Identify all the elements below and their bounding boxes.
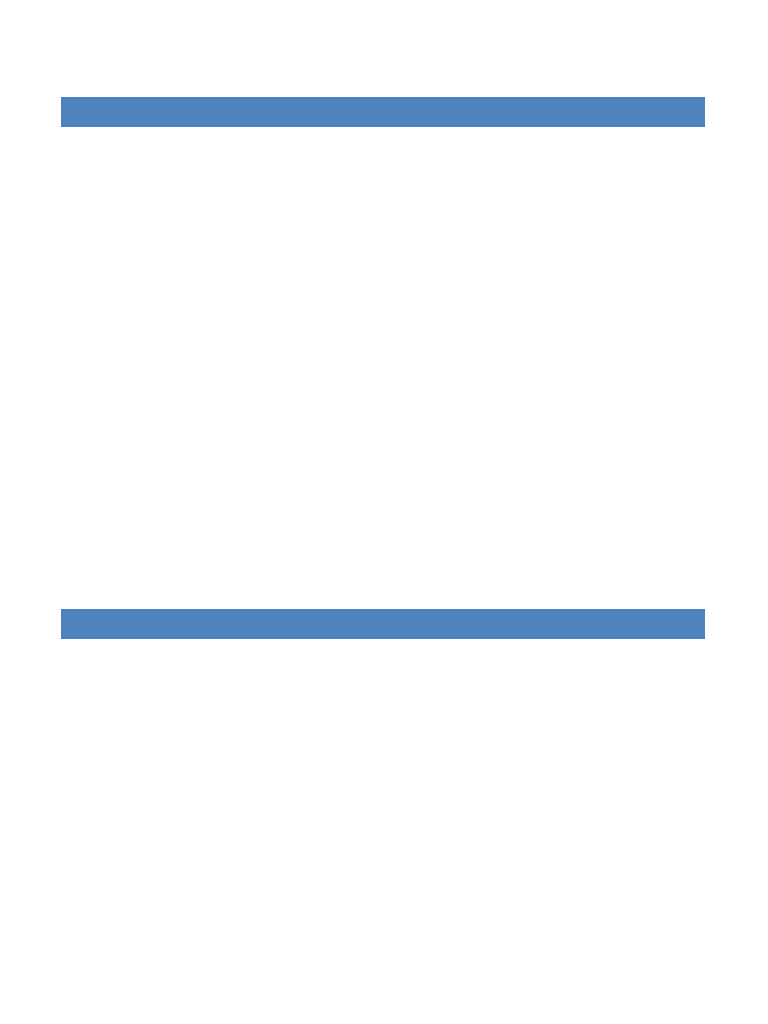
header-uraian xyxy=(378,97,540,127)
header-tahapan xyxy=(91,609,191,639)
header-tahapan xyxy=(91,97,191,127)
header-point-kunci xyxy=(191,97,378,127)
header-indikator xyxy=(540,97,705,127)
table-header-row xyxy=(61,97,705,127)
table-header-row xyxy=(61,609,705,639)
header-no xyxy=(61,609,91,639)
decision-table-1 xyxy=(61,97,705,127)
header-indikator xyxy=(540,609,705,639)
header-point-kunci xyxy=(191,609,378,639)
header-uraian xyxy=(378,609,540,639)
decision-table-2 xyxy=(61,609,705,639)
header-no xyxy=(61,97,91,127)
